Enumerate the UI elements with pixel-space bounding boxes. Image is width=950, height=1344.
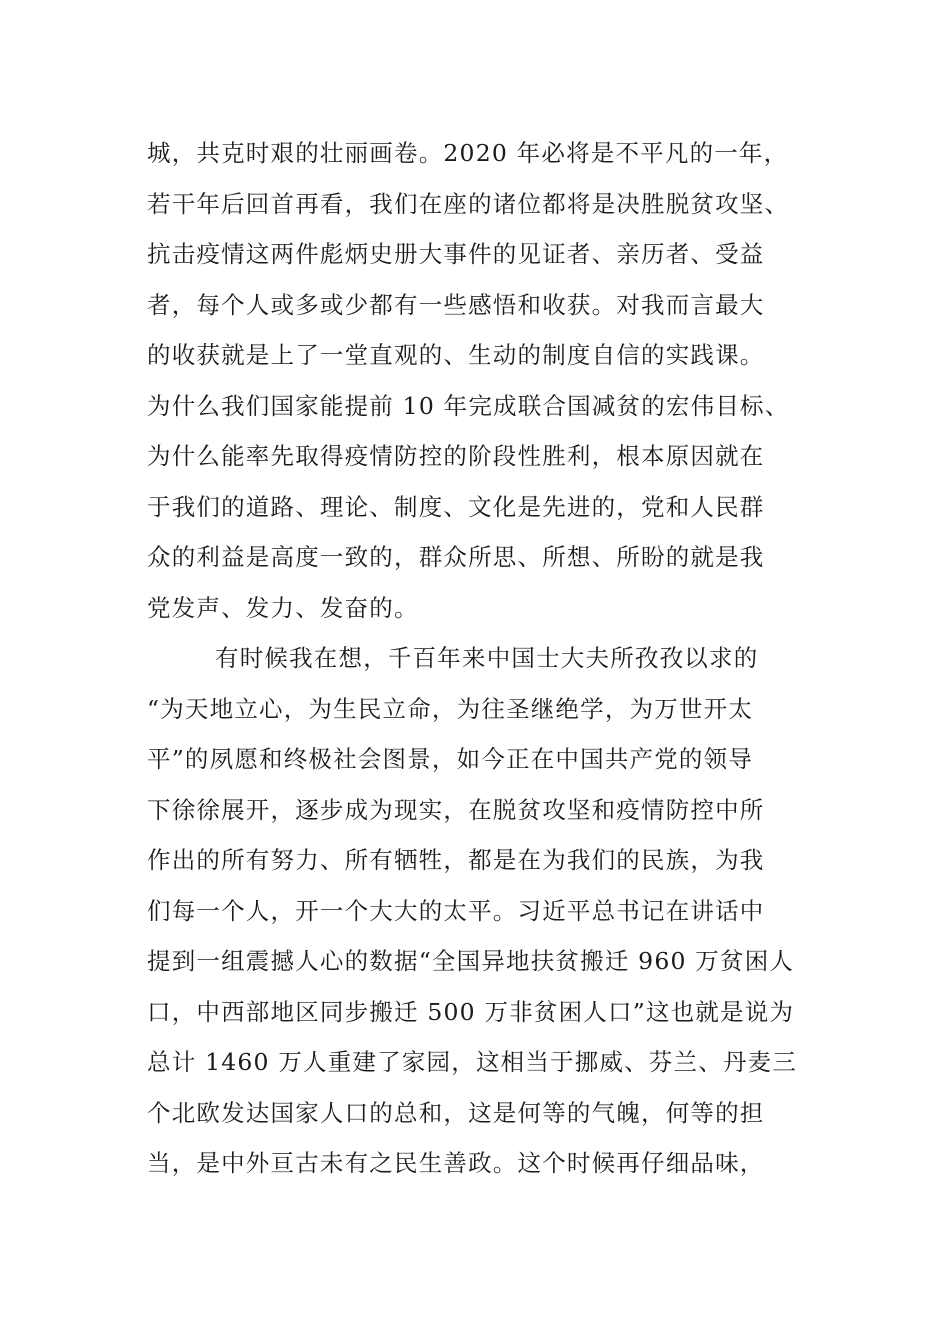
text-line: 于我们的道路、理论、制度、文化是先进的，党和人民群 [147, 492, 765, 521]
text-line: 平”的夙愿和终极社会图景，如今正在中国共产党的领导 [147, 745, 754, 773]
paragraph-1 [147, 128, 827, 633]
text-line: 为什么能率先取得疫情防控的阶段性胜利，根本原因就在 [147, 442, 765, 470]
text-line: 若干年后回首再看，我们在座的诸位都将是决胜脱贫攻坚、 [147, 189, 790, 218]
text-line: 下徐徐展开，逐步成为现实，在脱贫攻坚和疫情防控中所 [147, 795, 765, 824]
text-line: 众的利益是高度一致的，群众所思、所想、所盼的就是我 [147, 543, 765, 571]
text-line: 有时候我在想，千百年来中国士大夫所孜孜以求的 [215, 644, 759, 672]
paragraph-2 [147, 633, 827, 1189]
text-line: 抗击疫情这两件彪炳史册大事件的见证者、亲历者、受益 [147, 240, 765, 268]
text-line: 者，每个人或多或少都有一些感悟和收获。对我而言最大 [147, 290, 765, 319]
text-line: 口，中西部地区同步搬迁 500 万非贫困人口”这也就是说为 [147, 997, 795, 1026]
text-line: 们每一个人，开一个大大的太平。习近平总书记在讲话中 [147, 896, 765, 925]
text-line: 个北欧发达国家人口的总和，这是何等的气魄，何等的担 [147, 1098, 765, 1127]
text-line: 提到一组震撼人心的数据“全国异地扶贫搬迁 960 万贫困人 [147, 947, 795, 975]
text-line: “为天地立心，为生民立命，为往圣继绝学，为万世开太 [147, 694, 754, 723]
text-line: 当，是中外亘古未有之民生善政。这个时候再仔细品味， [147, 1149, 765, 1177]
body-text [147, 128, 827, 1189]
text-line: 总计 1460 万人重建了家园，这相当于挪威、芬兰、丹麦三 [147, 1048, 798, 1076]
text-line: 的收获就是上了一堂直观的、生动的制度自信的实践课。 [147, 341, 765, 369]
text-line: 党发声、发力、发奋的。 [147, 593, 419, 622]
text-line: 为什么我们国家能提前 10 年完成联合国减贫的宏伟目标、 [147, 391, 790, 420]
text-line: 作出的所有努力、所有牺牲，都是在为我们的民族，为我 [147, 846, 765, 874]
text-line: 城，共克时艰的壮丽画卷。2020 年必将是不平凡的一年， [147, 139, 789, 167]
